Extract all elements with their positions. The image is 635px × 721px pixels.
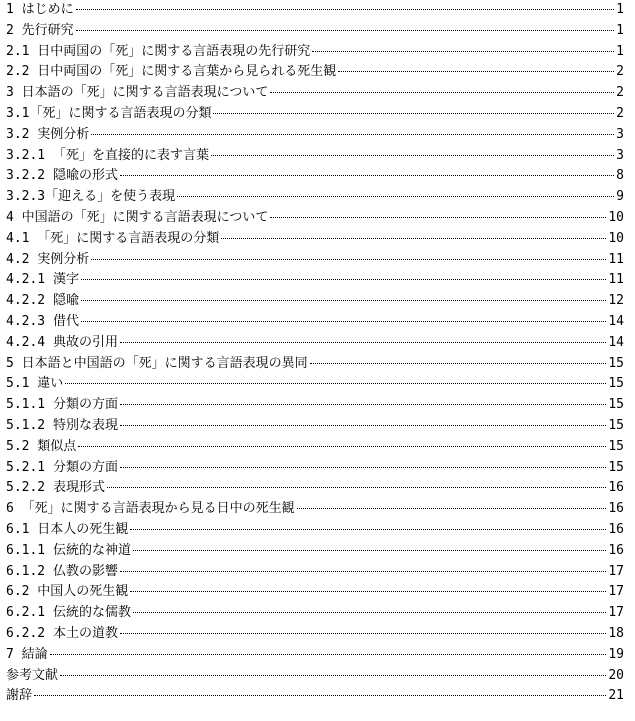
toc-dot-leader <box>120 175 614 176</box>
toc-dot-leader <box>120 467 606 468</box>
toc-entry-page-number: 15 <box>608 459 624 475</box>
toc-entry-page-number: 11 <box>608 251 624 267</box>
toc-entry-page-number: 8 <box>616 168 624 184</box>
toc-entry[interactable] <box>6 458 624 479</box>
toc-entry[interactable] <box>6 187 624 208</box>
toc-entry-page-number: 15 <box>608 438 624 454</box>
toc-entry[interactable] <box>6 686 624 707</box>
toc-dot-leader <box>130 529 606 530</box>
toc-entry[interactable] <box>6 104 624 125</box>
toc-entry-page-number: 14 <box>608 313 624 329</box>
toc-entry[interactable] <box>6 125 624 146</box>
toc-entry[interactable] <box>6 520 624 541</box>
toc-entry-page-number: 17 <box>608 584 624 600</box>
toc-entry[interactable] <box>6 499 624 520</box>
toc-entry-title: 4 中国語の「死」に関する言語表現について <box>6 209 269 225</box>
toc-entry-title: 2 先行研究 <box>6 22 74 38</box>
toc-entry-title: 2.2 日中両国の「死」に関する言葉から見られる死生観 <box>6 64 337 80</box>
toc-entry[interactable] <box>6 478 624 499</box>
toc-entry-page-number: 16 <box>608 521 624 537</box>
toc-entry[interactable] <box>6 395 624 416</box>
toc-entry[interactable] <box>6 437 624 458</box>
toc-entry[interactable] <box>6 250 624 271</box>
toc-dot-leader <box>270 92 614 93</box>
toc-entry-page-number: 19 <box>608 646 624 662</box>
toc-entry-page-number: 9 <box>616 189 624 205</box>
toc-entry[interactable] <box>6 312 624 333</box>
toc-entry-page-number: 16 <box>608 480 624 496</box>
toc-entry-page-number: 10 <box>608 230 624 246</box>
toc-dot-leader <box>65 383 606 384</box>
toc-entry[interactable] <box>6 270 624 291</box>
toc-dot-leader <box>270 217 606 218</box>
toc-entry[interactable] <box>6 21 624 42</box>
toc-entry-page-number: 3 <box>616 147 624 163</box>
toc-entry-page-number: 10 <box>608 209 624 225</box>
toc-dot-leader <box>120 571 606 572</box>
toc-dot-leader <box>60 675 606 676</box>
toc-entry-title: 5.1 違い <box>6 376 64 392</box>
toc-entry[interactable] <box>6 146 624 167</box>
toc-entry-page-number: 11 <box>608 272 624 288</box>
toc-entry-page-number: 15 <box>608 417 624 433</box>
toc-entry[interactable] <box>6 166 624 187</box>
toc-entry-title: 6.2.1 伝統的な儒教 <box>6 605 131 621</box>
toc-dot-leader <box>81 321 606 322</box>
toc-entry[interactable] <box>6 229 624 250</box>
toc-entry-title: 5.1.2 特別な表現 <box>6 417 118 433</box>
toc-entry-page-number: 16 <box>608 542 624 558</box>
toc-dot-leader <box>211 155 614 156</box>
toc-entry-page-number: 15 <box>608 397 624 413</box>
toc-dot-leader <box>310 363 607 364</box>
toc-entry-page-number: 14 <box>608 334 624 350</box>
toc-entry-title: 3.2.2 隠喩の形式 <box>6 168 118 184</box>
toc-entry-title: 5.2.1 分類の方面 <box>6 459 118 475</box>
toc-entry-page-number: 1 <box>616 22 624 38</box>
toc-entry-title: 3.2.3「迎える」を使う表現 <box>6 189 176 205</box>
toc-entry-title: 4.1 「死」に関する言語表現の分類 <box>6 230 220 246</box>
toc-dot-leader <box>81 300 606 301</box>
toc-entry[interactable] <box>6 291 624 312</box>
toc-entry-title: 7 結論 <box>6 646 48 662</box>
toc-entry[interactable] <box>6 333 624 354</box>
toc-entry[interactable] <box>6 416 624 437</box>
toc-entry-title: 5.2.2 表現形式 <box>6 480 105 496</box>
toc-entry-title: 6.1.1 伝統的な神道 <box>6 542 131 558</box>
toc-dot-leader <box>34 695 606 696</box>
toc-dot-leader <box>120 342 606 343</box>
toc-entry-title: 4.2 実例分析 <box>6 251 90 267</box>
toc-entry[interactable] <box>6 645 624 666</box>
toc-entry-title: 6.1 日本人の死生観 <box>6 521 129 537</box>
toc-entry[interactable] <box>6 0 624 21</box>
toc-dot-leader <box>221 238 606 239</box>
toc-entry-page-number: 15 <box>608 355 624 371</box>
toc-entry[interactable] <box>6 354 624 375</box>
toc-entry-page-number: 17 <box>608 605 624 621</box>
toc-entry-title: 4.2.4 典故の引用 <box>6 334 118 350</box>
toc-entry-title: 3.2.1 「死」を直接的に表す言葉 <box>6 147 209 163</box>
toc-dot-leader <box>177 196 614 197</box>
toc-entry[interactable] <box>6 541 624 562</box>
toc-entry-page-number: 2 <box>616 85 624 101</box>
toc-dot-leader <box>91 134 614 135</box>
toc-entry[interactable] <box>6 582 624 603</box>
toc-dot-leader <box>81 279 606 280</box>
toc-dot-leader <box>297 508 607 509</box>
table-of-contents <box>6 0 624 707</box>
toc-entry-title: 4.2.1 漢字 <box>6 272 79 288</box>
toc-dot-leader <box>78 446 606 447</box>
toc-dot-leader <box>213 113 614 114</box>
toc-entry[interactable] <box>6 666 624 687</box>
toc-entry-page-number: 16 <box>608 501 624 517</box>
toc-entry-title: 参考文献 <box>6 667 59 683</box>
toc-entry[interactable] <box>6 62 624 83</box>
toc-entry[interactable] <box>6 208 624 229</box>
toc-entry-title: 1 はじめに <box>6 2 74 17</box>
toc-entry-title: 6.2 中国人の死生観 <box>6 584 129 600</box>
toc-entry-title: 6.2.2 本土の道教 <box>6 625 118 641</box>
toc-entry-title: 5 日本語と中国語の「死」に関する言語表現の異同 <box>6 355 308 371</box>
toc-dot-leader <box>133 550 606 551</box>
toc-dot-leader <box>312 51 614 52</box>
toc-dot-leader <box>76 30 615 31</box>
toc-entry-title: 謝辞 <box>6 688 33 704</box>
toc-entry-title: 3 日本語の「死」に関する言語表現について <box>6 85 269 101</box>
toc-entry[interactable] <box>6 42 624 63</box>
toc-entry-page-number: 18 <box>608 625 624 641</box>
toc-dot-leader <box>130 591 606 592</box>
toc-entry-page-number: 3 <box>616 126 624 142</box>
toc-entry-title: 6 「死」に関する言語表現から見る日中の死生観 <box>6 501 295 517</box>
toc-entry-title: 6.1.2 仏教の影響 <box>6 563 118 579</box>
toc-entry[interactable] <box>6 83 624 104</box>
toc-entry-title: 4.2.3 借代 <box>6 313 79 329</box>
toc-entry-page-number: 12 <box>608 293 624 309</box>
toc-entry-page-number: 17 <box>608 563 624 579</box>
toc-dot-leader <box>338 71 614 72</box>
toc-entry-title: 2.1 日中両国の「死」に関する言語表現の先行研究 <box>6 43 311 59</box>
toc-entry-title: 4.2.2 隠喩 <box>6 293 79 309</box>
toc-entry-title: 5.1.1 分類の方面 <box>6 397 118 413</box>
toc-dot-leader <box>107 487 606 488</box>
toc-dot-leader <box>91 259 606 260</box>
toc-dot-leader <box>76 9 615 10</box>
toc-entry[interactable] <box>6 624 624 645</box>
toc-entry-page-number: 2 <box>616 105 624 121</box>
toc-entry-page-number: 15 <box>608 376 624 392</box>
toc-entry-page-number: 1 <box>616 43 624 59</box>
toc-dot-leader <box>120 425 606 426</box>
toc-entry[interactable] <box>6 374 624 395</box>
toc-entry[interactable] <box>6 603 624 624</box>
toc-entry-title: 5.2 類似点 <box>6 438 77 454</box>
toc-entry-page-number: 21 <box>608 688 624 704</box>
toc-dot-leader <box>120 633 606 634</box>
toc-entry-title: 3.2 実例分析 <box>6 126 90 142</box>
toc-entry-title: 3.1「死」に関する言語表現の分類 <box>6 105 212 121</box>
toc-entry[interactable] <box>6 562 624 583</box>
toc-entry-page-number: 2 <box>616 64 624 80</box>
toc-dot-leader <box>50 654 607 655</box>
toc-entry-page-number: 20 <box>608 667 624 683</box>
toc-dot-leader <box>133 612 606 613</box>
toc-entry-page-number: 1 <box>616 2 624 17</box>
toc-dot-leader <box>120 404 606 405</box>
